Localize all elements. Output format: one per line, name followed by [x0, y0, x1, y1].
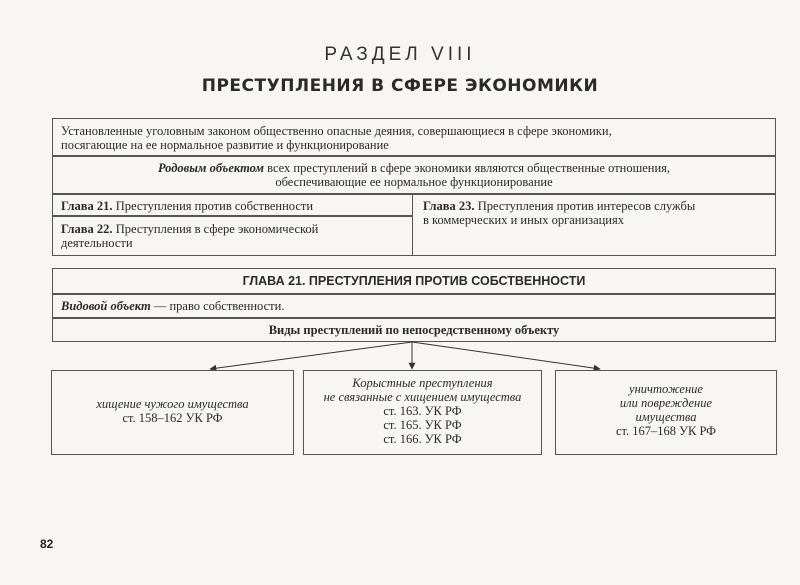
generic-object-term: Родовым объектом	[157, 161, 264, 175]
kind-mercenary-line-1: Корыстные преступления	[352, 376, 493, 390]
section-label: РАЗДЕЛ VIII	[324, 44, 476, 65]
chapter-22-line-2: деятельности	[61, 236, 133, 250]
definition-line-1: Установленные уголовным законом общественно опасные деяния, совершающиеся в сфере экономики,	[61, 124, 612, 138]
kind-destruction-line-3: имущества	[635, 410, 697, 424]
generic-object-text: всех преступлений в сфере экономики являются общественные отношения,	[263, 161, 671, 175]
kind-theft-name: хищение чужого имущества	[96, 397, 249, 411]
definition-line-2: посягающие на ее нормальное развитие и функционирование	[61, 138, 389, 152]
chapter-23-text: Преступления против интересов службы	[474, 199, 696, 213]
kind-mercenary-box	[303, 370, 542, 455]
chapter-23-line-2: в коммерческих и иных организациях	[423, 213, 625, 227]
species-object-term: Видовой объект	[61, 299, 151, 313]
chapter-22-text: Преступления в сфере экономической	[112, 222, 319, 236]
page-title: ПРЕСТУПЛЕНИЯ В СФЕРЕ ЭКОНОМИКИ	[201, 76, 599, 96]
kind-theft-articles: ст. 158–162 УК РФ	[122, 411, 223, 425]
arrow-right	[412, 342, 600, 369]
arrow-left	[210, 342, 412, 369]
kind-mercenary-line-2: не связанные с хищением имущества	[323, 390, 522, 404]
chapter-21-heading: ГЛАВА 21. ПРЕСТУПЛЕНИЯ ПРОТИВ СОБСТВЕННОСТИ	[52, 268, 776, 294]
kind-mercenary-article-165: ст. 165. УК РФ	[383, 418, 462, 432]
chapter-23-label: Глава 23.	[423, 199, 475, 213]
kind-theft-box	[51, 370, 294, 455]
page-number: 82	[40, 537, 54, 551]
kinds-heading: Виды преступлений по непосредственному объекту	[52, 318, 776, 342]
generic-object-line-2: обеспечивающие ее нормальное функционирование	[275, 175, 553, 189]
kind-mercenary-article-166: ст. 166. УК РФ	[383, 432, 462, 446]
kind-mercenary-article-163: ст. 163. УК РФ	[383, 404, 462, 418]
chapter-21-label: Глава 21.	[61, 199, 113, 213]
kind-destruction-line-2: или повреждение	[619, 396, 713, 410]
chapter-22-label: Глава 22.	[61, 222, 113, 236]
species-object-text: — право собственности.	[150, 299, 285, 313]
kind-destruction-articles: ст. 167–168 УК РФ	[615, 424, 717, 438]
kind-destruction-box	[555, 370, 777, 455]
kind-destruction-line-1: уничтожение	[629, 382, 703, 396]
chapter-21-text: Преступления против собственности	[112, 199, 314, 213]
